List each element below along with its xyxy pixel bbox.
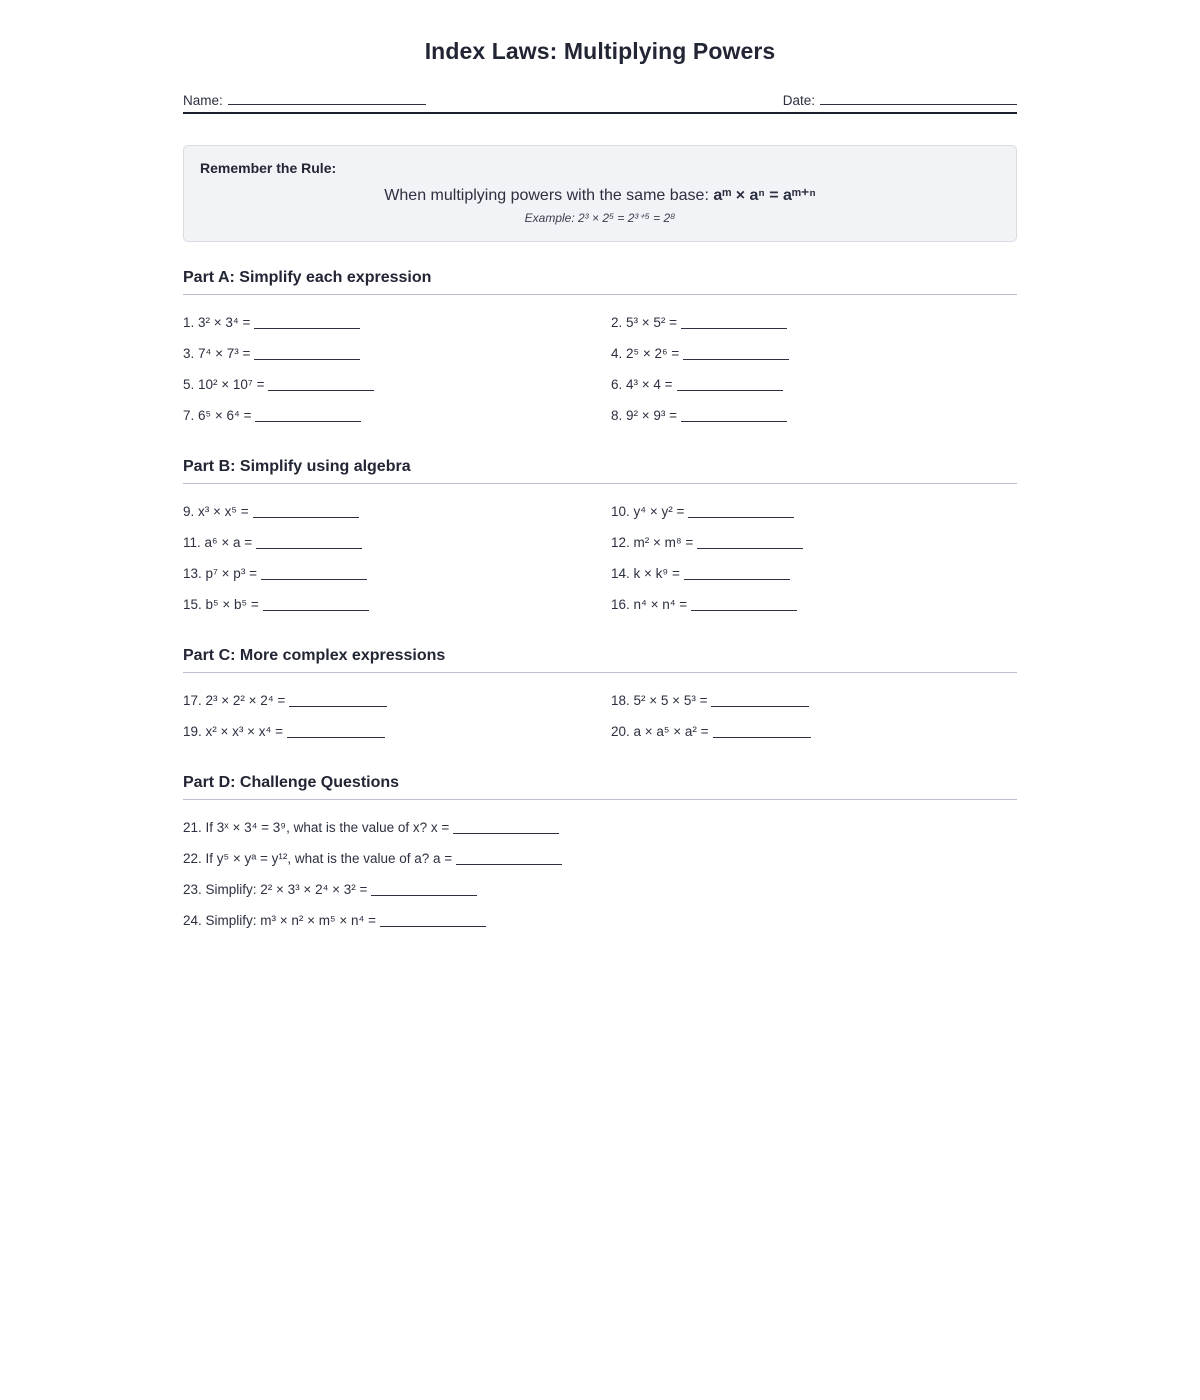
answer-blank[interactable] (691, 610, 797, 611)
answer-blank[interactable] (263, 610, 369, 611)
name-label: Name: (183, 93, 223, 108)
question-number: 13. (183, 566, 202, 581)
question-text: 9² × 9³ = (622, 408, 678, 423)
question-text: y⁴ × y² = (629, 504, 685, 519)
answer-blank[interactable] (456, 864, 562, 865)
question-number: 12. (611, 535, 630, 550)
question-text: a⁶ × a = (200, 535, 253, 550)
answer-blank[interactable] (287, 737, 385, 738)
date-input-blank[interactable] (820, 92, 1017, 105)
answer-blank[interactable] (256, 548, 362, 549)
answer-blank[interactable] (289, 706, 387, 707)
question-item (611, 527, 1017, 558)
question-item (611, 496, 1017, 527)
student-info-row (183, 92, 1017, 108)
question-text: If 3ˣ × 3⁴ = 3⁹, what is the value of x? x = (201, 820, 450, 835)
question-item (183, 843, 1017, 874)
question-text: Simplify: m³ × n² × m⁵ × n⁴ = (201, 913, 376, 928)
question-number: 9. (183, 504, 195, 519)
question-number: 10. (611, 504, 630, 519)
question-item (611, 685, 1017, 716)
question-text: n⁴ × n⁴ = (629, 597, 688, 612)
question-text: x³ × x⁵ = (194, 504, 249, 519)
answer-blank[interactable] (261, 579, 367, 580)
question-text: m² × m⁸ = (629, 535, 694, 550)
date-label: Date: (782, 93, 815, 108)
section-heading-part-b: Part B: Simplify using algebra (183, 458, 1017, 484)
header-divider (183, 112, 1017, 114)
question-text: p⁷ × p³ = (201, 566, 257, 581)
question-item (183, 400, 611, 431)
answer-blank[interactable] (253, 517, 359, 518)
question-item (183, 812, 1017, 843)
answer-blank[interactable] (683, 359, 789, 360)
page-title: Index Laws: Multiplying Powers (424, 38, 776, 64)
question-number: 17. (183, 693, 202, 708)
question-text: 5³ × 5² = (622, 315, 678, 330)
question-number: 15. (183, 597, 202, 612)
answer-blank[interactable] (713, 737, 811, 738)
question-text: 6⁵ × 6⁴ = (194, 408, 252, 423)
question-number: 7. (183, 408, 195, 423)
question-number: 22. (183, 851, 202, 866)
question-number: 8. (611, 408, 623, 423)
answer-blank[interactable] (255, 421, 361, 422)
question-number: 3. (183, 346, 195, 361)
question-list-part-a (183, 307, 1017, 431)
question-item (183, 307, 611, 338)
question-item (611, 400, 1017, 431)
question-item (611, 716, 1017, 747)
question-number: 19. (183, 724, 202, 739)
answer-blank[interactable] (268, 390, 374, 391)
question-number: 14. (611, 566, 630, 581)
question-text: 2⁵ × 2⁶ = (622, 346, 680, 361)
question-list-part-b (183, 496, 1017, 620)
answer-blank[interactable] (688, 517, 794, 518)
question-item (611, 558, 1017, 589)
answer-blank[interactable] (254, 359, 360, 360)
question-item (611, 338, 1017, 369)
rule-box-heading: Remember the Rule: (200, 160, 337, 176)
section-heading-part-c: Part C: More complex expressions (183, 647, 1017, 673)
answer-blank[interactable] (254, 328, 360, 329)
question-item (183, 527, 611, 558)
question-item (183, 558, 611, 589)
question-number: 2. (611, 315, 623, 330)
question-text: 10² × 10⁷ = (194, 377, 265, 392)
question-number: 23. (183, 882, 202, 897)
name-input-blank[interactable] (228, 92, 426, 105)
question-number: 11. (183, 535, 201, 550)
question-item (611, 307, 1017, 338)
answer-blank[interactable] (681, 328, 787, 329)
section-heading-part-a: Part A: Simplify each expression (183, 269, 1017, 295)
question-item (183, 716, 611, 747)
question-number: 4. (611, 346, 623, 361)
answer-blank[interactable] (681, 421, 787, 422)
rule-box-example: Example: 2³ × 2⁵ = 2³⁺⁵ = 2⁸ (524, 211, 676, 225)
answer-blank[interactable] (453, 833, 559, 834)
section-heading-part-d: Part D: Challenge Questions (183, 774, 1017, 800)
question-item (183, 338, 611, 369)
question-item (611, 369, 1017, 400)
answer-blank[interactable] (684, 579, 790, 580)
date-field[interactable] (783, 92, 1017, 108)
question-item (183, 685, 611, 716)
question-text: 5² × 5 × 5³ = (629, 693, 708, 708)
question-item (183, 589, 611, 620)
question-number: 6. (611, 377, 623, 392)
sections-container (183, 269, 1017, 936)
question-item (183, 874, 1017, 905)
answer-blank[interactable] (697, 548, 803, 549)
answer-blank[interactable] (711, 706, 809, 707)
question-list-part-d (183, 812, 1017, 936)
rule-formula-prefix: When multiplying powers with the same base: (384, 187, 714, 204)
question-text: Simplify: 2² × 3³ × 2⁴ × 3² = (201, 882, 368, 897)
question-text: 7⁴ × 7³ = (194, 346, 251, 361)
rule-box (183, 145, 1017, 242)
question-text: If y⁵ × yᵃ = y¹², what is the value of a? a = (201, 851, 453, 866)
answer-blank[interactable] (677, 390, 783, 391)
question-text: 4³ × 4 = (622, 377, 673, 392)
question-item (183, 369, 611, 400)
question-text: x² × x³ × x⁴ = (201, 724, 283, 739)
question-item (183, 496, 611, 527)
name-field[interactable] (183, 92, 426, 108)
question-text: b⁵ × b⁵ = (201, 597, 259, 612)
question-number: 24. (183, 913, 202, 928)
question-number: 20. (611, 724, 630, 739)
question-text: a × a⁵ × a² = (629, 724, 709, 739)
question-number: 16. (611, 597, 630, 612)
question-number: 21. (183, 820, 202, 835)
question-item (611, 589, 1017, 620)
question-number: 1. (183, 315, 195, 330)
question-text: 2³ × 2² × 2⁴ = (201, 693, 286, 708)
answer-blank[interactable] (371, 895, 477, 896)
question-text: k × k⁹ = (629, 566, 680, 581)
rule-formula-expression: aᵐ × aⁿ = aᵐ⁺ⁿ (713, 187, 816, 204)
question-text: 3² × 3⁴ = (194, 315, 251, 330)
question-item (183, 905, 1017, 936)
question-list-part-c (183, 685, 1017, 747)
rule-box-formula (200, 185, 1000, 205)
answer-blank[interactable] (380, 926, 486, 927)
question-number: 18. (611, 693, 630, 708)
question-number: 5. (183, 377, 195, 392)
